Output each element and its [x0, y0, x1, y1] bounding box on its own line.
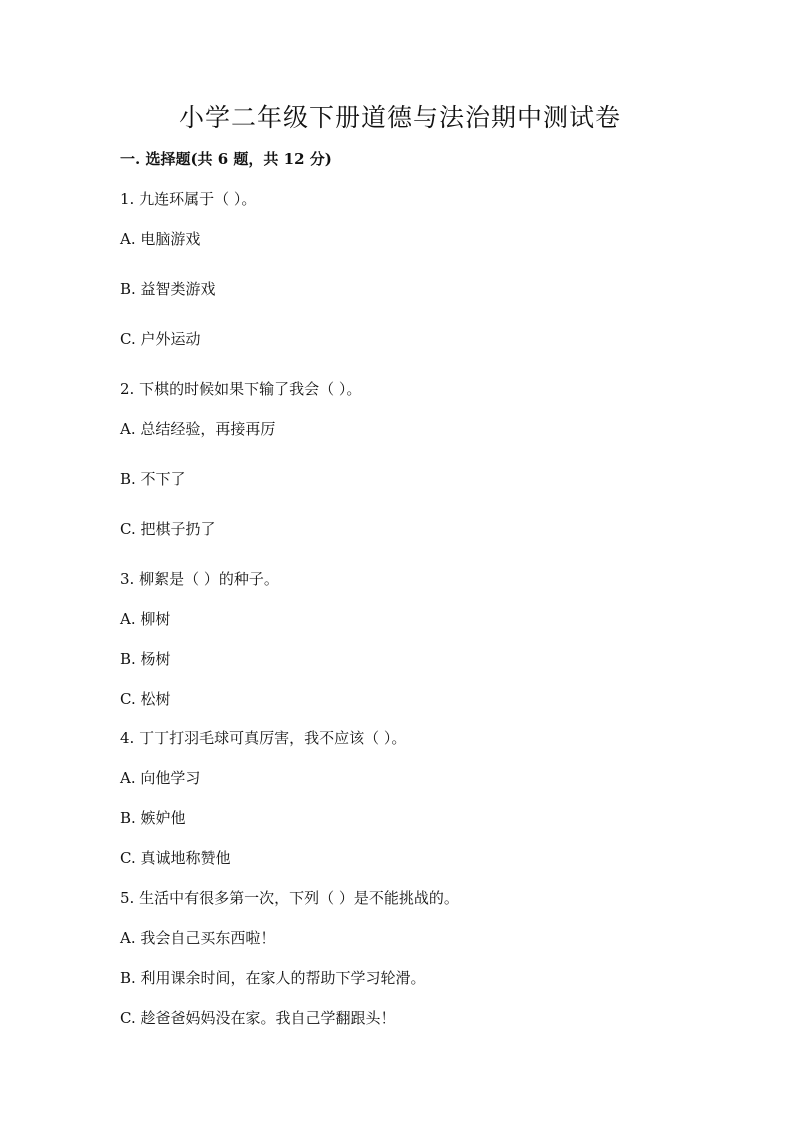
- answer-option: A. 向他学习: [120, 769, 201, 787]
- answer-option: B. 嫉妒他: [120, 809, 186, 827]
- answer-option: A. 柳树: [120, 610, 171, 628]
- answer-option: B. 利用课余时间，在家人的帮助下学习轮滑。: [120, 969, 426, 987]
- section-heading: 一. 选择题(共 6 题，共 12 分): [120, 150, 332, 168]
- answer-option: A. 总结经验，再接再厉: [120, 420, 276, 438]
- page-title: 小学二年级下册道德与法治期中测试卷: [178, 103, 621, 132]
- question-stem: 2. 下棋的时候如果下输了我会（ ）。: [120, 380, 362, 398]
- answer-option: C. 松树: [120, 690, 171, 708]
- question-stem: 5. 生活中有很多第一次，下列（ ）是不能挑战的。: [120, 889, 459, 907]
- answer-option: A. 电脑游戏: [120, 230, 201, 248]
- answer-option: B. 杨树: [120, 650, 171, 668]
- answer-option: A. 我会自己买东西啦！: [120, 929, 276, 947]
- question-stem: 4. 丁丁打羽毛球可真厉害，我不应该（ ）。: [120, 729, 407, 747]
- question-stem: 3. 柳絮是（ ）的种子。: [120, 570, 279, 588]
- answer-option: B. 不下了: [120, 470, 186, 488]
- answer-option: C. 趁爸爸妈妈没在家。我自己学翻跟头！: [120, 1009, 396, 1027]
- answer-option: C. 真诚地称赞他: [120, 849, 231, 867]
- answer-option: C. 把棋子扔了: [120, 520, 216, 538]
- question-stem: 1. 九连环属于（ ）。: [120, 190, 257, 208]
- answer-option: B. 益智类游戏: [120, 280, 216, 298]
- answer-option: C. 户外运动: [120, 330, 201, 348]
